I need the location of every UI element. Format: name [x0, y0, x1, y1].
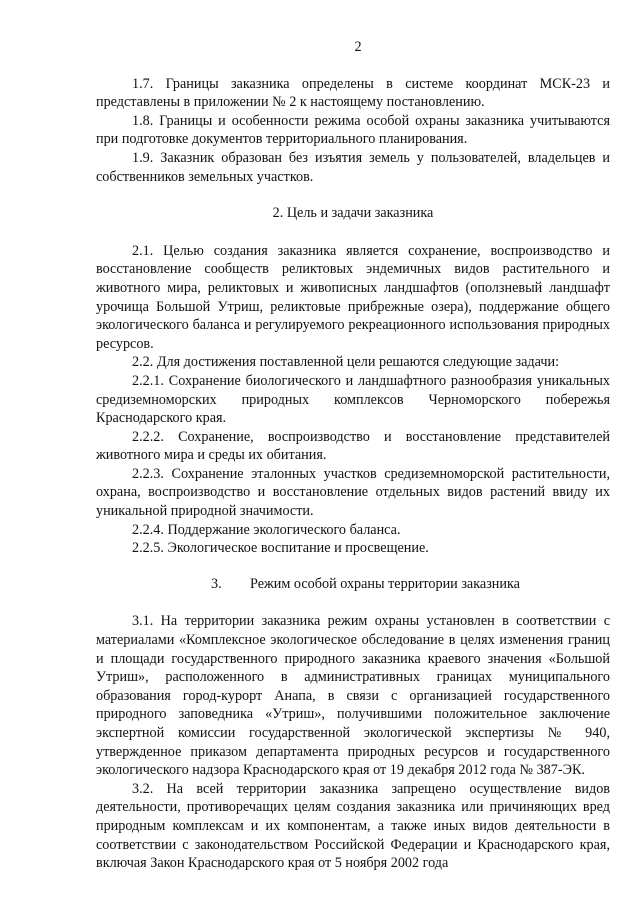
section-3-number: 3.	[211, 575, 222, 592]
page-number: 2	[354, 39, 362, 55]
paragraph-3-2: 3.2. На всей территории заказника запрещено осуществление видов деятельности, противоречащих целям создания заказника или причиняющих вред природным комплексам и их компонентам, а также иных видов деятельности в соответствии с законодательством Российской Федерации и Краснодарского края, включая Закон Краснодарского края от 5 ноября 2002 года	[96, 780, 610, 872]
section-3-title: Режим особой охраны территории заказника	[250, 575, 520, 592]
paragraph-3-1: 3.1. На территории заказника режим охраны установлен в соответствии с материалами «Комплексное экологическое обследование в целях изменения границ и площади государственного природного заказника краевого значения «Большой Утриш», расположенного в административных границах муниципального образования город-курорт Анапа, в связи с организацией государственного природного заповедника «Утриш», получившими положительное заключение экспертной комиссии государственной экологической экспертизы № 940, утвержденное приказом департамента природных ресурсов и государственного экологического надзора Краснодарского края от 19 декабря 2012 года № 387-ЭК.	[96, 613, 610, 779]
paragraph-1-7: 1.7. Границы заказника определены в системе координат МСК-23 и представлены в приложении № 2 к настоящему постановлению.	[96, 75, 610, 111]
paragraph-1-9: 1.9. Заказник образован без изъятия земель у пользователей, владельцев и собственников земельных участков.	[96, 149, 610, 185]
paragraph-2-2-3: 2.2.3. Сохранение эталонных участков средиземноморской растительности, охрана, воспроизводство и восстановление отдельных видов растений ввиду их уникальной природной значимости.	[96, 465, 610, 520]
section-2-heading: 2. Цель и задачи заказника	[272, 205, 434, 222]
paragraph-1-8: 1.8. Границы и особенности режима особой охраны заказника учитываются при подготовке документов территориального планирования.	[96, 112, 610, 148]
paragraph-2-2: 2.2. Для достижения поставленной цели решаются следующие задачи:	[132, 354, 560, 371]
paragraph-2-2-5: 2.2.5. Экологическое воспитание и просвещение.	[132, 540, 429, 557]
section-3-heading	[96, 575, 610, 594]
paragraph-2-2-2: 2.2.2. Сохранение, воспроизводство и восстановление представителей животного мира и среды их обитания.	[96, 428, 610, 464]
paragraph-2-2-4: 2.2.4. Поддержание экологического баланса.	[132, 521, 401, 538]
paragraph-2-1: 2.1. Целью создания заказника является сохранение, воспроизводство и восстановление сообществ реликтовых эндемичных видов растительного и животного мира, реликтовых и живописных ландшафтов (оползневый ландшафт урочища Большой Утриш, реликтовые прибрежные озера), поддержание общего экологического баланса и регулируемого рекреационного использования природных ресурсов.	[96, 242, 610, 352]
paragraph-2-2-1: 2.2.1. Сохранение биологического и ландшафтного разнообразия уникальных средиземноморских природных комплексов Черноморского побережья Краснодарского края.	[96, 372, 610, 427]
